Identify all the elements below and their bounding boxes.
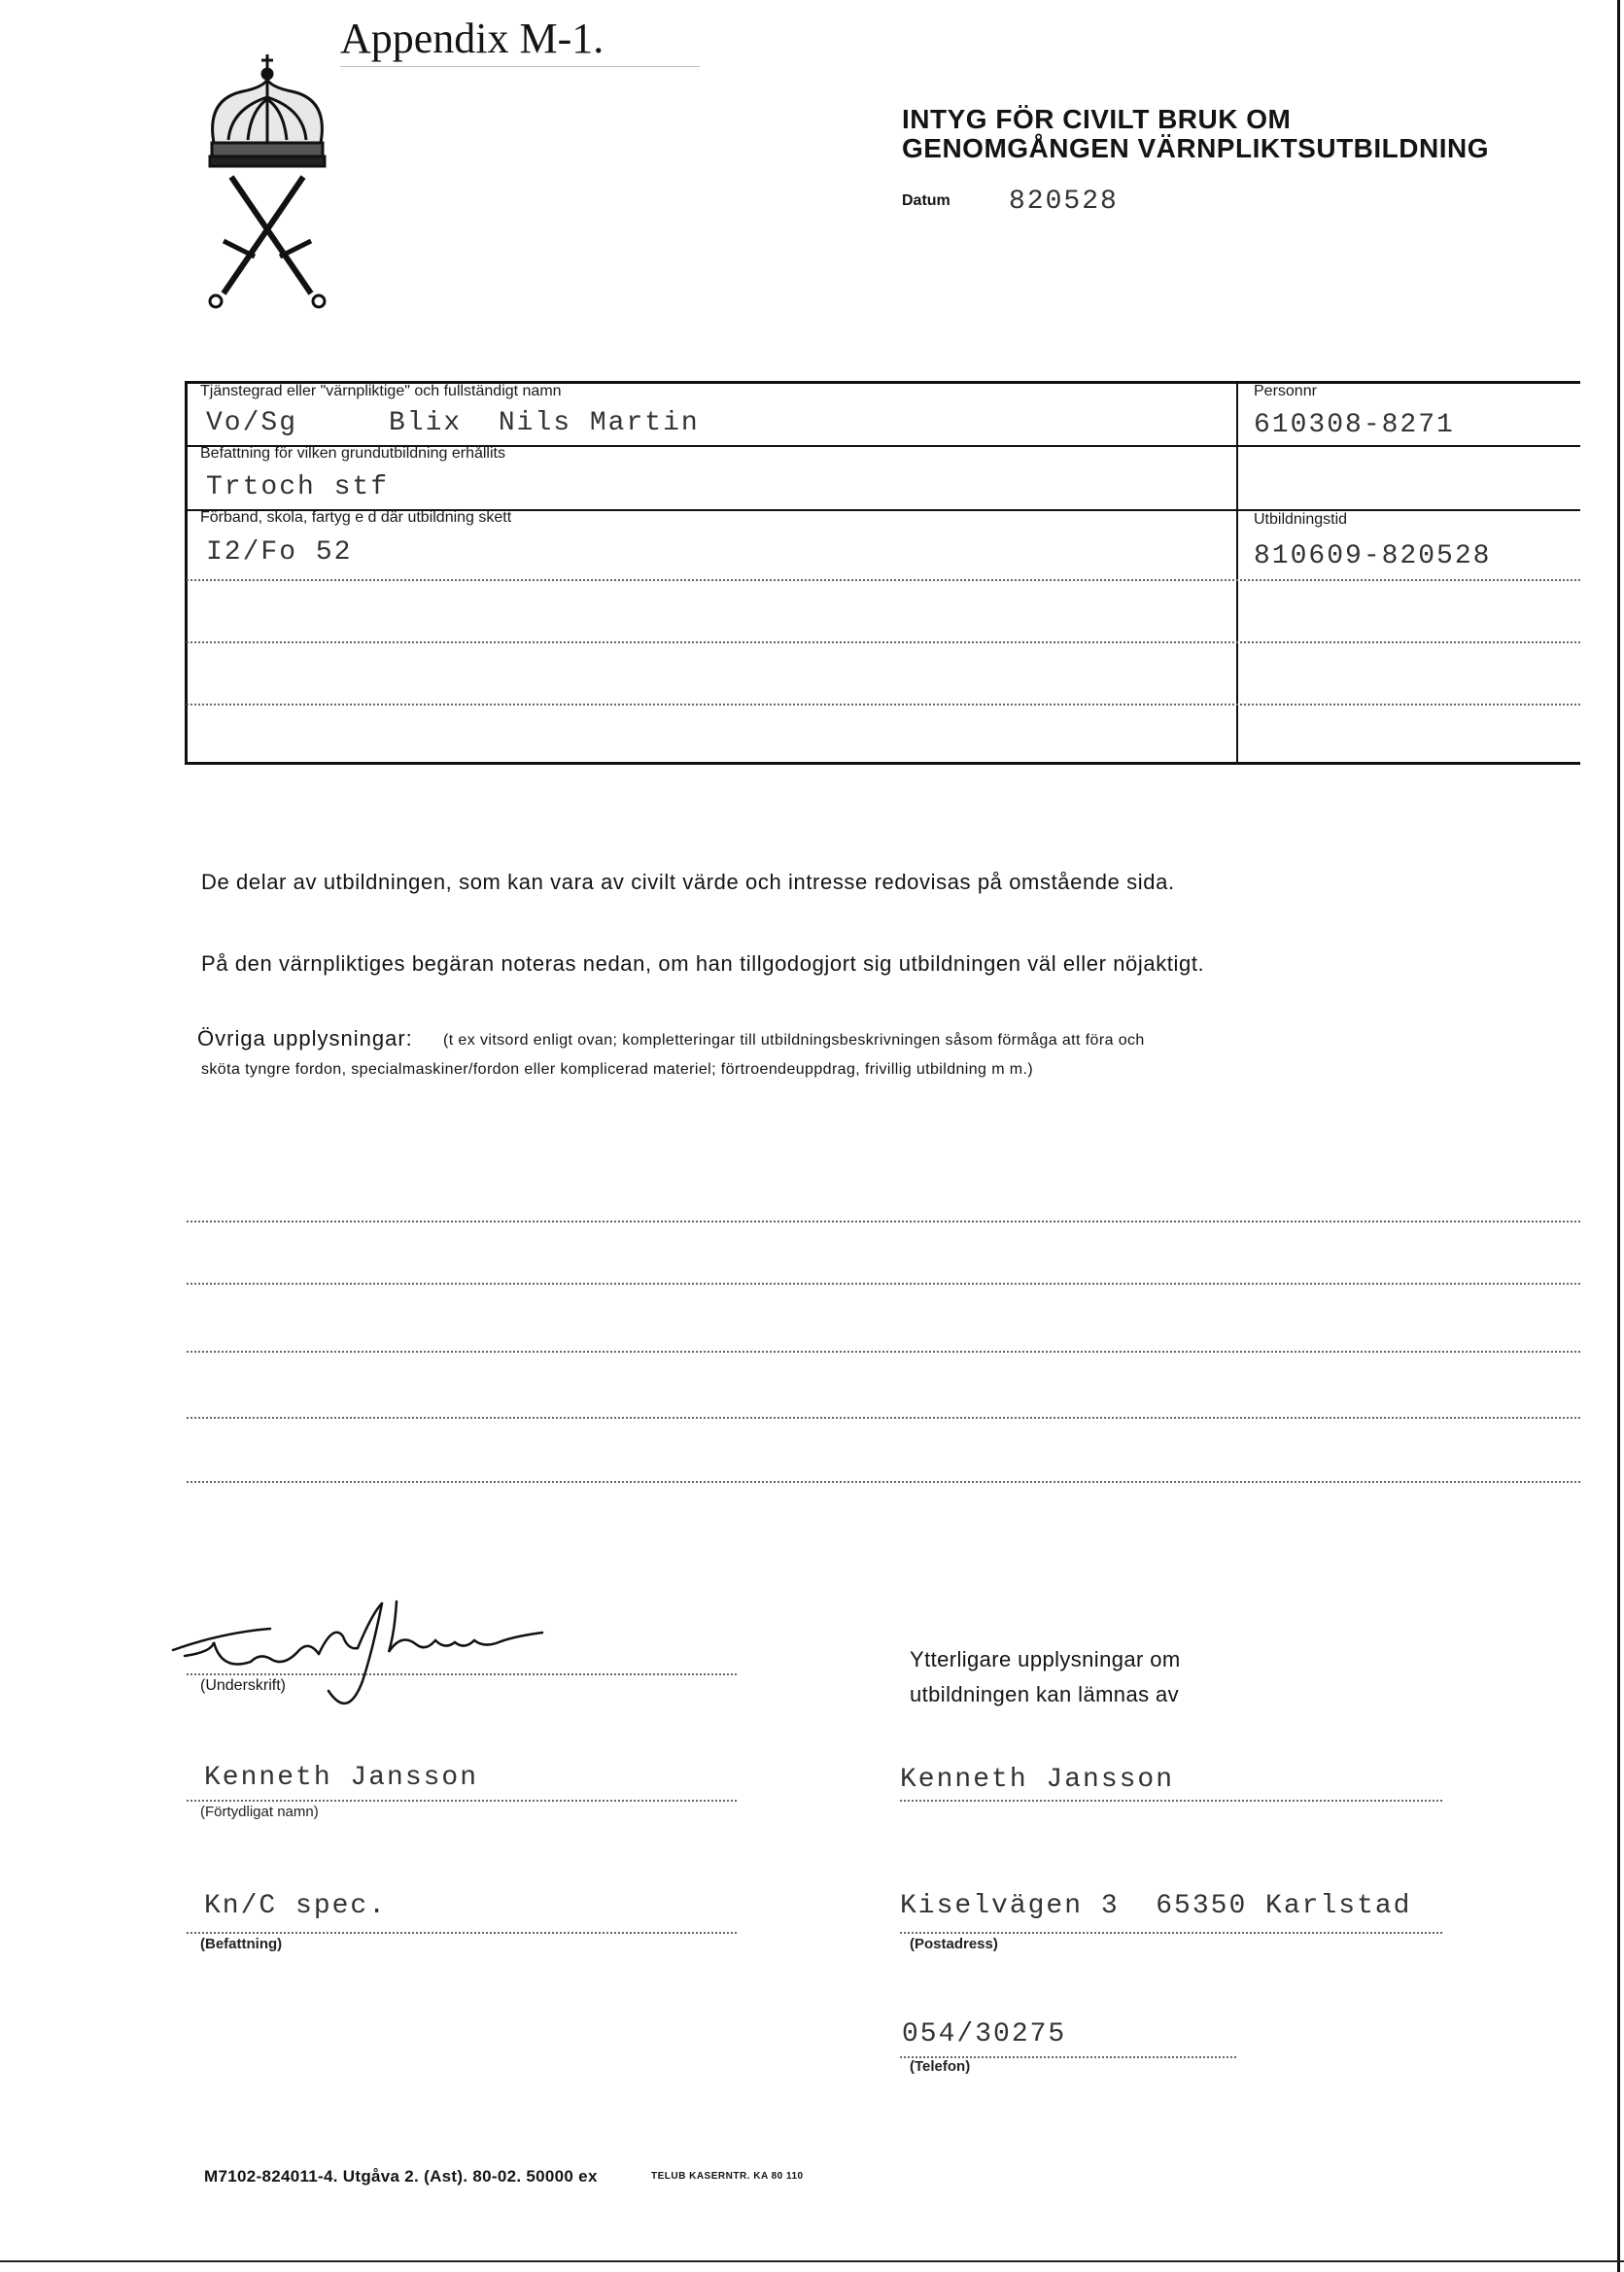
utbildningstid-label: Utbildningstid [1254, 511, 1348, 528]
forband-value: I2/Fo 52 [206, 537, 353, 568]
personnr-value: 610308-8271 [1254, 410, 1455, 440]
befattning-sign-value: Kn/C spec. [204, 1891, 388, 1921]
appendix-title: Appendix M-1. [340, 15, 605, 62]
befattning-label: Befattning för vilken grundutbildning erhållits [200, 445, 505, 462]
row4-dotted-line [187, 641, 1580, 643]
ovriga-upplysningar-label: Övriga upplysningar: [197, 1026, 413, 1050]
title-line-1: INTYG FÖR CIVILT BRUK OM [902, 104, 1292, 134]
notes-line [187, 1481, 1580, 1483]
contact-heading [910, 1642, 1181, 1712]
contact-heading-line-2: utbildningen kan lämnas av [910, 1682, 1180, 1706]
appendix-underline [340, 66, 700, 67]
rank-name-label: Tjänstegrad eller "värnpliktige" och fullständigt namn [200, 383, 562, 399]
document-title [902, 105, 1489, 163]
postadress-label: (Postadress) [910, 1936, 998, 1952]
ovriga-upplysningar-hint-1: (t ex vitsord enligt ovan; kompletteringar till utbildningsbeskrivningen såsom förmåga att föra och [443, 1032, 1145, 1049]
personnr-label: Personnr [1254, 383, 1317, 399]
telefon-label: (Telefon) [910, 2058, 971, 2075]
befattning-sign-line [187, 1932, 737, 1934]
contact-heading-line-1: Ytterligare upplysningar om [910, 1647, 1181, 1671]
notes-line [187, 1283, 1580, 1285]
fortydligat-namn-value: Kenneth Jansson [204, 1763, 479, 1793]
datum-label: Datum [902, 192, 950, 209]
notes-line [187, 1417, 1580, 1419]
utbildningstid-value: 810609-820528 [1254, 541, 1492, 571]
notes-line [187, 1351, 1580, 1353]
row3-dotted-line [187, 579, 1580, 581]
postadress-value: Kiselvägen 3 65350 Karlstad [900, 1891, 1412, 1921]
contact-name-line [900, 1800, 1442, 1802]
contact-name-value: Kenneth Jansson [900, 1765, 1175, 1795]
crown-swords-emblem [185, 51, 350, 313]
ovriga-upplysningar-hint-2: sköta tyngre fordon, specialmaskiner/fordon eller komplicerad materiel; förtroendeuppdrag, frivillig utbildning m m.) [201, 1061, 1034, 1078]
fortydligat-namn-label: (Förtydligat namn) [200, 1804, 319, 1820]
row5-dotted-line [187, 704, 1580, 706]
fortydligat-namn-line [187, 1800, 737, 1802]
rank-name-value: Vo/Sg Blix Nils Martin [206, 408, 700, 438]
scan-bottom-edge [0, 2260, 1624, 2262]
printer-info: TELUB KASERNTR. KA 80 110 [651, 2171, 804, 2182]
scan-right-edge [1617, 0, 1620, 2272]
form-bottom-border [185, 762, 1580, 765]
befattning-sign-label: (Befattning) [200, 1936, 283, 1952]
paragraph-varnpliktiges-begaran: På den värnpliktiges begäran noteras nedan, om han tillgodogjort sig utbildningen väl eller nöjaktigt. [201, 951, 1205, 976]
form-number: M7102-824011-4. Utgåva 2. (Ast). 80-02. 50000 ex [204, 2167, 598, 2186]
notes-line [187, 1221, 1580, 1222]
befattning-value: Trtoch stf [206, 472, 390, 502]
underskrift-label: (Underskrift) [200, 1677, 287, 1694]
title-line-2: GENOMGÅNGEN VÄRNPLIKTSUTBILDNING [902, 133, 1489, 163]
signature-line [187, 1673, 737, 1675]
form-column-divider [1236, 381, 1238, 764]
forband-label: Förband, skola, fartyg e d där utbildning skett [200, 509, 512, 526]
telefon-value: 054/30275 [902, 2019, 1067, 2049]
form-left-border [185, 381, 188, 764]
paragraph-civilt-varde: De delar av utbildningen, som kan vara av civilt värde och intresse redovisas på omstående sida. [201, 870, 1175, 894]
datum-value: 820528 [1009, 187, 1119, 217]
postadress-line [900, 1932, 1442, 1934]
handwritten-signature [163, 1594, 630, 1720]
